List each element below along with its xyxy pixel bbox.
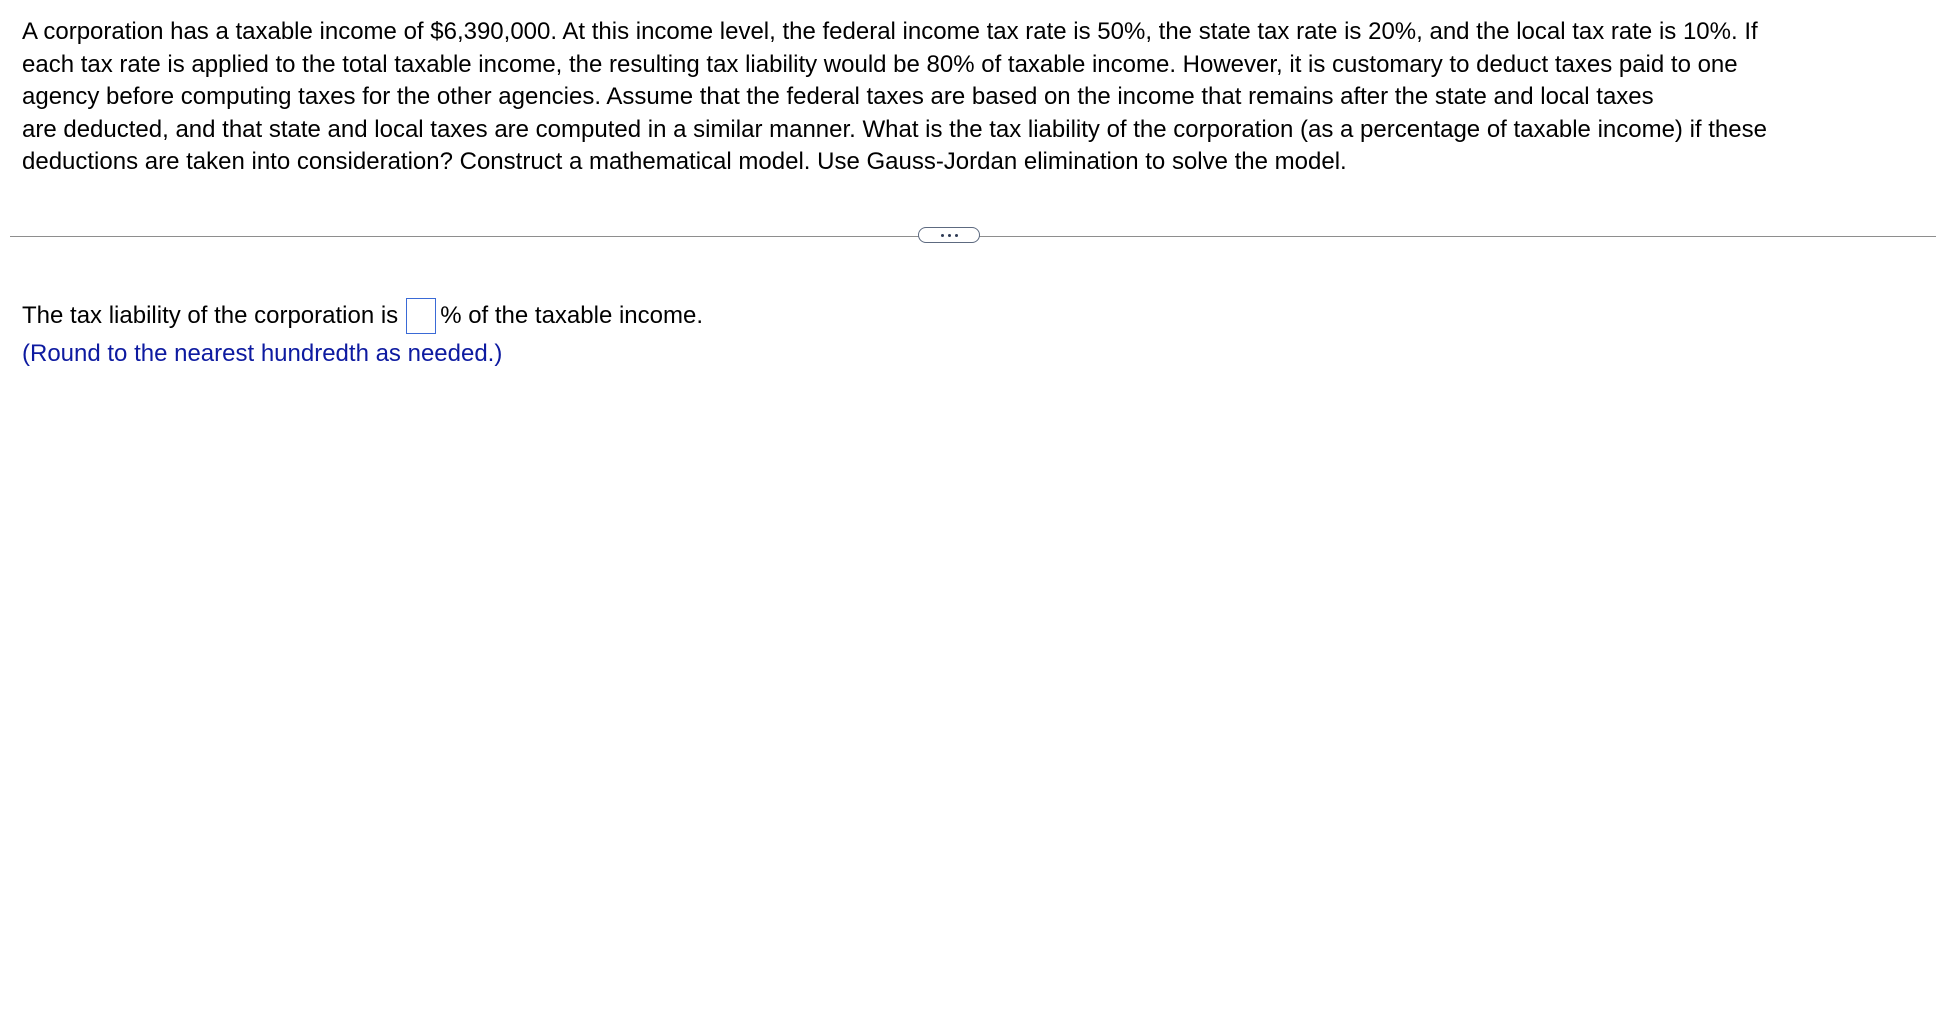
problem-line: each tax rate is applied to the total taxable income, the resulting tax liability would be 80% of taxable income. However, it is customary to deduct taxes paid to one [22, 50, 1738, 78]
answer-input-box[interactable] [406, 298, 436, 334]
more-options-button[interactable] [918, 227, 980, 243]
answer-sentence [22, 298, 703, 334]
ellipsis-icon [941, 234, 958, 237]
rounding-hint: (Round to the nearest hundredth as needed.) [22, 340, 503, 367]
answer-prefix: The tax liability of the corporation is [22, 302, 399, 329]
problem-line: A corporation has a taxable income of $6,390,000. At this income level, the federal income tax rate is 50%, the state tax rate is 20%, and the local tax rate is 10%. If [22, 18, 1758, 45]
problem-line: are deducted, and that state and local taxes are computed in a similar manner. What is the tax liability of the corporation (as a percentage of taxable income) if these [22, 115, 1767, 143]
answer-suffix: % of the taxable income. [440, 302, 704, 329]
problem-line: agency before computing taxes for the other agencies. Assume that the federal taxes are based on the income that remains after the state and local taxes [22, 83, 1654, 110]
problem-line: deductions are taken into consideration? Construct a mathematical model. Use Gauss-Jordan elimination to solve the model. [22, 148, 1347, 175]
problem-statement [22, 16, 1922, 179]
